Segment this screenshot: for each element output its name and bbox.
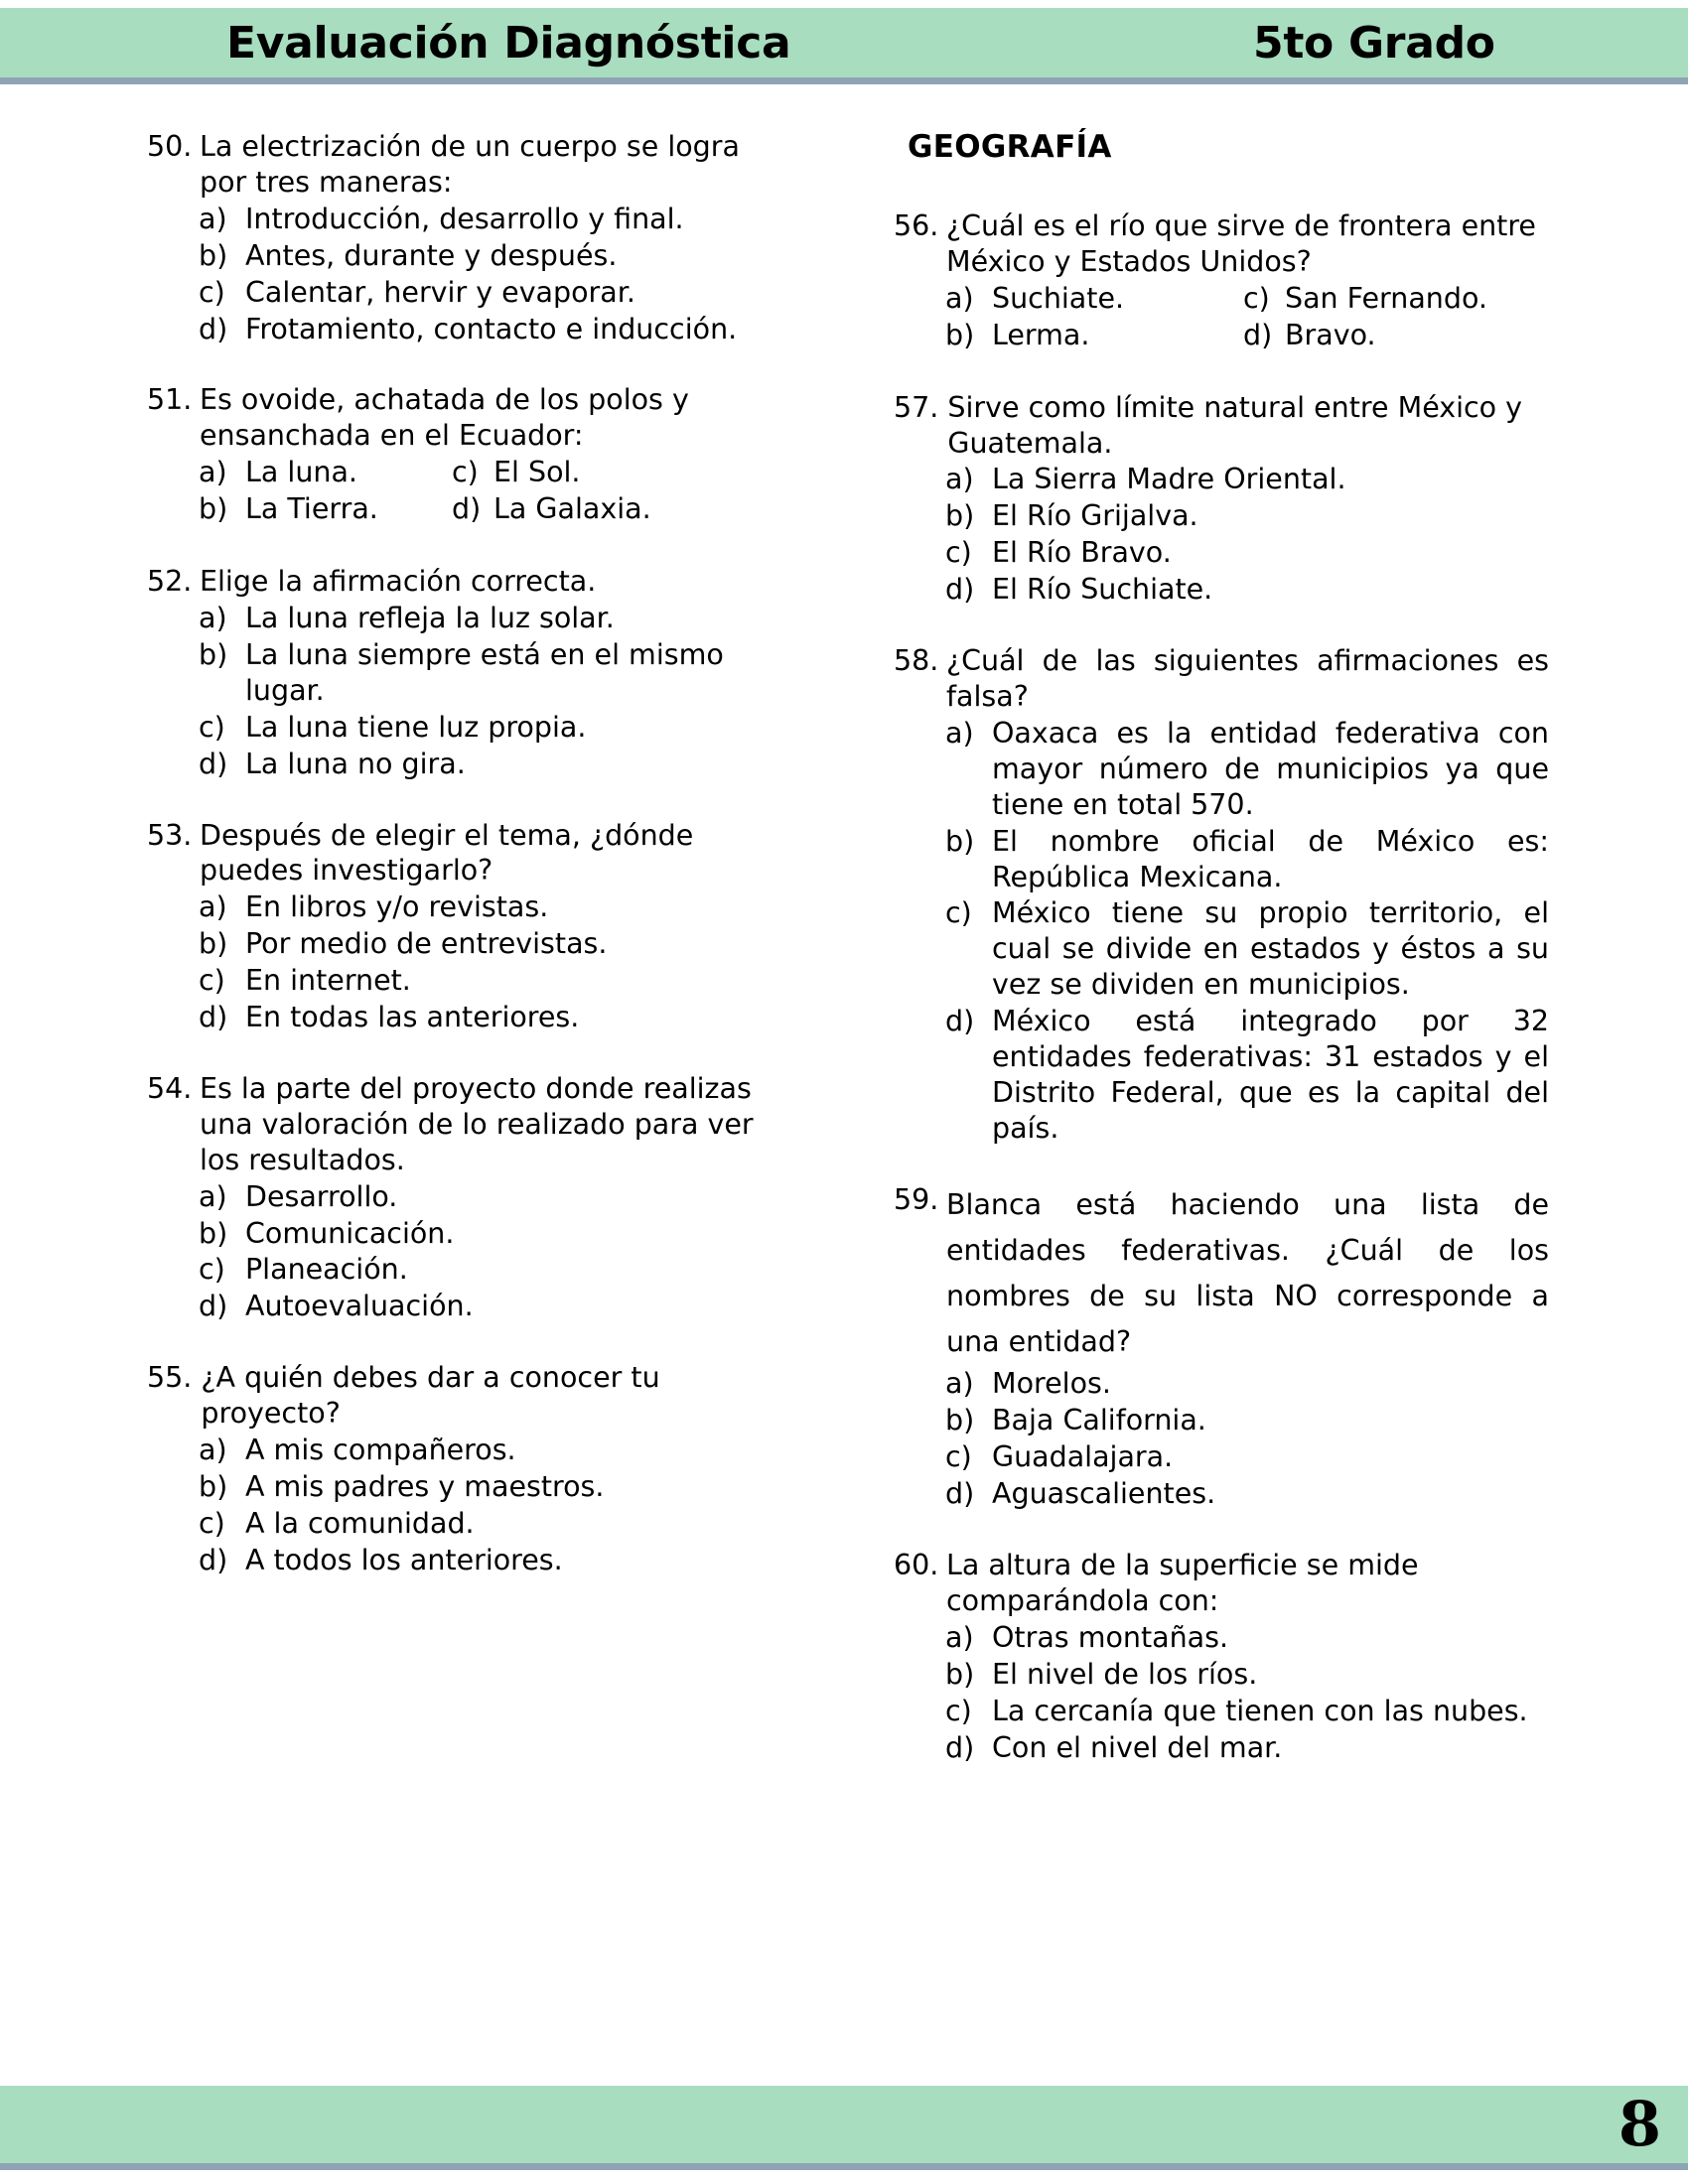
option-text: La Sierra Madre Oriental. [992,463,1346,496]
option-letter: c) [199,1253,225,1287]
option-letter: a) [199,1179,227,1213]
option-c[interactable] [945,535,1549,571]
option-text: Guadalajara. [992,1440,1174,1474]
option-text: La luna siempre está en el mismo lugar. [245,637,724,707]
option-text: Aguascalientes. [992,1477,1216,1511]
option-row [945,318,1549,354]
option-letter: d) [945,1730,975,1764]
question-number: 59. [894,1182,939,1216]
option-letter: b) [945,824,975,858]
option-letter: c) [199,275,225,309]
option-list [894,1620,1549,1766]
option-letter: a) [945,1367,974,1401]
question-text: Es ovoide, achatada de los polos y ensanchada en el Ecuador: [200,383,689,453]
option-d[interactable] [945,1476,1549,1512]
option-text: Con el nivel del mar. [992,1730,1283,1764]
option-letter: d) [945,573,975,607]
option-letter: d) [199,1001,228,1034]
left-column [147,129,782,1614]
option-a[interactable] [199,202,782,237]
option-text: A la comunidad. [245,1506,475,1540]
option-letter: d) [199,1290,228,1323]
option-letter: a) [199,601,227,634]
option-d[interactable] [199,1000,782,1035]
option-letter: c) [199,710,225,744]
option-list [147,889,782,1035]
option-letter: b) [199,1216,228,1250]
option-list [894,716,1549,1147]
option-letter: a) [199,1433,227,1467]
section-heading-geografia: GEOGRAFÍA [908,129,1112,165]
option-d[interactable] [945,1004,1549,1147]
option-letter: b) [199,637,228,671]
option-letter: c) [945,536,972,570]
option-a[interactable] [945,1366,1549,1402]
option-c[interactable] [199,1506,782,1542]
question-text: Blanca está haciendo una lista de entidades federativas. ¿Cuál de los nombres de su lista NO corresponde a una entidad? [946,1187,1549,1359]
question-text: La altura de la superficie se mide comparándola con: [946,1549,1419,1617]
option-a[interactable] [199,601,782,636]
option-text: En internet. [245,964,411,998]
question-60 [894,1548,1549,1765]
option-list [894,1366,1549,1512]
option-letter: c) [945,1694,972,1727]
option-list [147,455,782,528]
question-number: 51. [147,383,193,417]
option-letter: a) [199,890,227,924]
question-text: ¿A quién debes dar a conocer tu proyecto? [201,1361,660,1431]
option-text: La cercanía que tienen con las nubes. [992,1694,1528,1727]
question-number: 53. [147,818,193,852]
question-51 [147,382,782,528]
question-57 [894,390,1549,608]
option-text: La Galaxia. [493,492,651,526]
option-text: En todas las anteriores. [245,1001,580,1034]
option-a[interactable] [945,1620,1549,1656]
option-letter: d) [452,492,482,526]
option-list [147,1179,782,1325]
option-d[interactable] [199,1543,782,1578]
option-c[interactable] [199,963,782,999]
option-text: San Fernando. [1285,281,1487,315]
page-title: Evaluación Diagnóstica [226,17,791,68]
question-52 [147,564,782,781]
option-text: Antes, durante y después. [245,238,618,272]
option-letter: a) [945,463,974,496]
option-text: Suchiate. [992,281,1125,315]
option-row [199,491,782,528]
option-a[interactable] [199,455,452,490]
option-letter: a) [945,1620,974,1654]
option-list [147,202,782,347]
option-d[interactable] [1243,318,1549,353]
option-text: Otras montañas. [992,1620,1229,1654]
option-text: La luna refleja la luz solar. [245,601,615,634]
option-text: El Río Bravo. [992,536,1172,570]
question-number: 58. [894,644,939,678]
option-text: Planeación. [245,1253,408,1287]
option-letter: c) [945,1440,972,1474]
question-text: Elige la afirmación correcta. [200,565,597,599]
option-text: A mis padres y maestros. [245,1470,605,1503]
option-text: A mis compañeros. [245,1433,516,1467]
question-number: 54. [147,1071,193,1105]
option-d[interactable] [199,1289,782,1324]
option-text: Introducción, desarrollo y final. [245,202,684,235]
option-text: El nivel de los ríos. [992,1657,1258,1691]
question-text: Es la parte del proyecto donde realizas una valoración de lo realizado para ver los resultados. [200,1071,754,1176]
option-text: Calentar, hervir y evaporar. [245,275,635,309]
question-text: Sirve como límite natural entre México y Guatemala. [947,390,1523,460]
option-b[interactable] [199,1216,782,1252]
option-b[interactable] [945,498,1549,534]
option-text: En libros y/o revistas. [245,890,549,924]
question-number: 55. [147,1361,202,1395]
page-footer-bar [0,2086,1688,2163]
option-letter: b) [199,238,228,272]
option-letter: c) [945,896,972,930]
option-text: Baja California. [992,1404,1206,1437]
option-b[interactable] [945,318,1243,353]
option-c[interactable] [945,1439,1549,1475]
question-59 [894,1182,1549,1512]
option-text: México tiene su propio territorio, el cual se divide en estados y éstos a su vez se dividen en municipios. [992,896,1549,1002]
option-d[interactable] [452,491,782,527]
option-text: Bravo. [1285,318,1376,351]
option-list [894,462,1549,608]
option-c[interactable] [1243,281,1549,317]
option-b[interactable] [199,491,452,527]
option-text: La luna no gira. [245,747,466,780]
question-number: 60. [894,1549,939,1581]
option-d[interactable] [945,572,1549,608]
option-letter: a) [945,281,974,315]
option-a[interactable] [945,716,1549,823]
option-letter: d) [199,747,228,780]
option-text: Autoevaluación. [245,1290,474,1323]
question-number: 57. [894,390,948,424]
option-row [945,281,1549,318]
option-letter: d) [1243,318,1273,351]
option-letter: b) [945,499,975,533]
question-58 [894,643,1549,1147]
option-a[interactable] [199,1433,782,1468]
option-letter: b) [199,1470,228,1503]
option-letter: d) [199,1543,228,1576]
option-text: La Tierra. [245,492,378,526]
option-letter: c) [452,456,479,489]
page-header-bar [0,8,1688,77]
option-letter: d) [945,1477,975,1511]
option-list [894,281,1549,354]
option-c[interactable] [199,275,782,311]
option-c[interactable] [452,455,782,490]
page-number: 8 [1618,2088,1661,2160]
question-text: Después de elegir el tema, ¿dónde puedes investigarlo? [200,818,694,887]
option-text: La luna. [245,456,357,489]
option-c[interactable] [945,895,1549,1003]
option-b[interactable] [945,824,1549,895]
question-50 [147,129,782,346]
option-text: Comunicación. [245,1216,455,1250]
question-text: La electrización de un cuerpo se logra por tres maneras: [200,130,740,199]
option-letter: c) [1243,281,1270,315]
question-number: 52. [147,565,193,599]
option-letter: c) [199,964,225,998]
question-53 [147,818,782,1035]
question-text: ¿Cuál de las siguientes afirmaciones es falsa? [946,644,1549,713]
option-a[interactable] [945,281,1243,317]
option-text: Oaxaca es la entidad federativa con mayor número de municipios ya que tiene en total 570. [992,716,1549,821]
option-a[interactable] [199,889,782,925]
option-list [147,1433,782,1578]
option-c[interactable] [199,710,782,746]
option-letter: b) [945,318,975,351]
option-text: El nombre oficial de México es: República Mexicana. [992,824,1549,893]
option-b[interactable] [945,1657,1549,1693]
question-56 [894,208,1549,354]
option-a[interactable] [199,1179,782,1215]
option-d[interactable] [945,1730,1549,1766]
option-letter: b) [945,1404,975,1437]
option-text: La luna tiene luz propia. [245,710,587,744]
option-c[interactable] [945,1694,1549,1729]
option-text: México está integrado por 32 entidades federativas: 31 estados y el Distrito Federal, que es la capital del país. [992,1005,1549,1145]
option-c[interactable] [199,1252,782,1288]
option-letter: b) [199,492,228,526]
option-d[interactable] [199,312,782,347]
question-54 [147,1071,782,1324]
question-55 [147,1360,782,1577]
option-b[interactable] [199,926,782,962]
question-number: 50. [147,130,193,163]
option-b[interactable] [199,637,782,709]
option-letter: a) [945,716,974,750]
option-text: El Sol. [493,456,581,489]
question-text: ¿Cuál es el río que sirve de frontera entre México y Estados Unidos? [946,209,1536,278]
grade-label: 5to Grado [1253,17,1495,68]
option-letter: a) [199,202,227,235]
option-row [199,455,782,491]
option-letter: d) [945,1005,975,1038]
option-b[interactable] [199,1469,782,1505]
question-number: 56. [894,209,939,242]
option-text: Lerma. [992,318,1090,351]
option-text: El Río Grijalva. [992,499,1198,533]
option-letter: a) [199,456,227,489]
option-text: El Río Suchiate. [992,573,1213,607]
option-d[interactable] [199,747,782,782]
option-text: Frotamiento, contacto e inducción. [245,312,738,345]
option-letter: b) [945,1657,975,1691]
option-letter: d) [199,312,228,345]
option-text: Desarrollo. [245,1179,398,1213]
option-a[interactable] [945,462,1549,497]
option-letter: b) [199,927,228,961]
option-list [147,601,782,782]
option-letter: c) [199,1506,225,1540]
option-text: Morelos. [992,1367,1111,1401]
option-text: Por medio de entrevistas. [245,927,608,961]
right-column [894,129,1549,1801]
option-text: A todos los anteriores. [245,1543,563,1576]
option-b[interactable] [199,238,782,274]
option-b[interactable] [945,1403,1549,1438]
